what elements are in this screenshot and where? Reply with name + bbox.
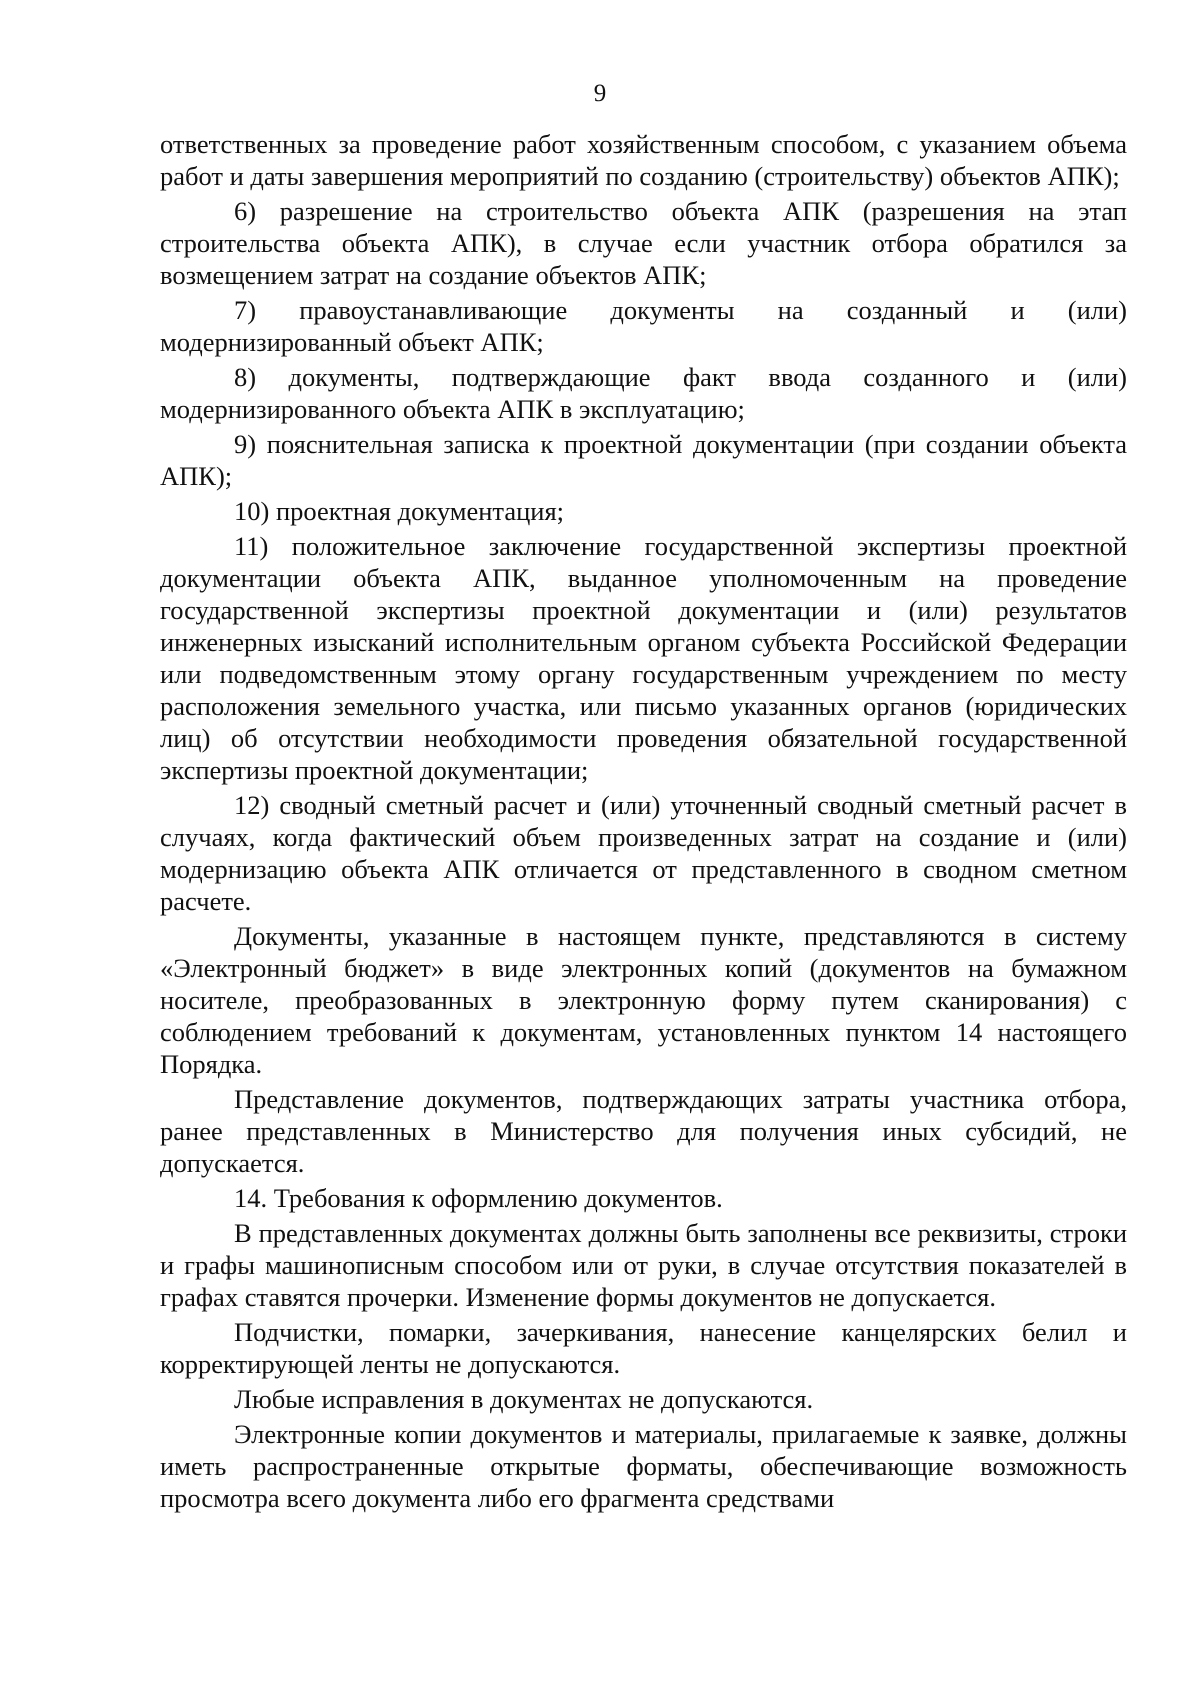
paragraph-item-6: 6) разрешение на строительство объекта АПК (разрешения на этап строительства объекта АПК), в случае если участник отбора обратился за возмещением затрат на создание объектов АПК; — [160, 196, 1127, 290]
paragraph-item-8: 8) документы, подтверждающие факт ввода созданного и (или) модернизированного объекта АПК в эксплуатацию; — [160, 362, 1127, 424]
paragraph-item-9: 9) пояснительная записка к проектной документации (при создании объекта АПК); — [160, 429, 1127, 491]
section-heading-14: 14. Требования к оформлению документов. — [234, 1183, 723, 1213]
paragraph-item-11: 11) положительное заключение государственной экспертизы проектной документации объекта АПК, выданное уполномоченным на проведение государственной экспертизы проектной документации и (или) результатов инженерных изысканий исполнительным органом субъекта Российской Федерации или подведомственным этому органу государственным учреждением по месту расположения земельного участка, или письмо указанных органов (юридических лиц) об отсутствии необходимости проведения обязательной государственной экспертизы проектной документации; — [160, 531, 1127, 785]
paragraph-repeat-submission: Представление документов, подтверждающих затраты участника отбора, ранее представленных в Министерство для получения иных субсидий, не допускается. — [160, 1084, 1127, 1178]
paragraph-item-12: 12) сводный сметный расчет и (или) уточненный сводный сметный расчет в случаях, когда фактический объем произведенных затрат на создание и (или) модернизацию объекта АПК отличается от представленного в сводном сметном расчете. — [160, 790, 1127, 916]
document-body — [160, 128, 1127, 1514]
paragraph-no-corrections: Любые исправления в документах не допускаются. — [234, 1384, 814, 1414]
paragraph-requisites: В представленных документах должны быть заполнены все реквизиты, строки и графы машинописным способом или от руки, в случае отсутствия показателей в графах ставятся прочерки. Изменение формы документов не допускается. — [160, 1218, 1127, 1312]
paragraph-continuation: ответственных за проведение работ хозяйственным способом, с указанием объема работ и даты завершения мероприятий по созданию (строительству) объектов АПК); — [160, 129, 1127, 191]
paragraph-item-7: 7) правоустанавливающие документы на созданный и (или) модернизированный объект АПК; — [160, 295, 1127, 357]
paragraph-item-10: 10) проектная документация; — [234, 496, 565, 526]
page-number: 9 — [593, 80, 607, 107]
paragraph-documents-submission: Документы, указанные в настоящем пункте, представляются в систему «Электронный бюджет» в виде электронных копий (документов на бумажном носителе, преобразованных в электронную форму путем сканирования) с соблюдением требований к документам, установленных пунктом 14 настоящего Порядка. — [160, 921, 1127, 1079]
paragraph-no-erasures: Подчистки, помарки, зачеркивания, нанесение канцелярских белил и корректирующей ленты не допускаются. — [160, 1317, 1127, 1379]
paragraph-electronic-copies: Электронные копии документов и материалы, прилагаемые к заявке, должны иметь распространенные открытые форматы, обеспечивающие возможность просмотра всего документа либо его фрагмента средствами — [160, 1419, 1127, 1513]
